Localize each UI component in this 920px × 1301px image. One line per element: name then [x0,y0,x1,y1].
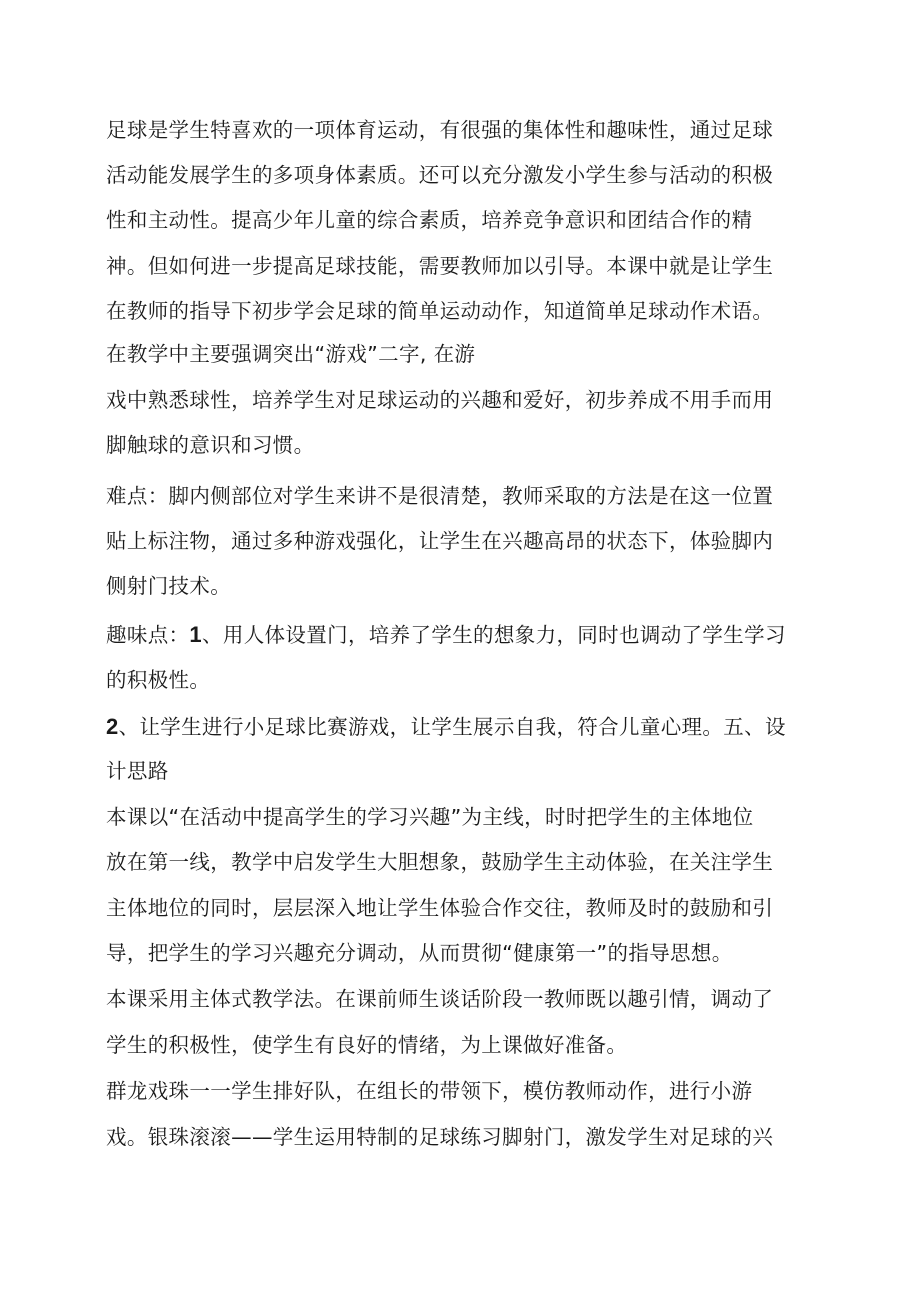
paragraph-line: 脚触球的意识和习惯。 [106,433,315,457]
paragraph-line: 学生的积极性，使学生有良好的情绪，为上课做好准备。 [106,1033,628,1057]
label-text: 趣味点： [106,623,190,647]
paragraph-line: 在教师的指导下初步学会足球的简单运动动作，知道简单足球动作术语。 [106,299,774,323]
list-number: 2 [106,714,119,739]
paragraph-line: 足球是学生特喜欢的一项体育运动，有很强的集体性和趣味性，通过足球 [106,118,774,142]
paragraph-line: 计思路 [106,759,169,783]
paragraph-line [106,712,786,742]
paragraph-line: 的积极性。 [106,668,211,692]
paragraph-line: 导，把学生的学习兴趣充分调动，从而贯彻“健康第一”的指导思想。 [106,941,733,965]
paragraph-line: 贴上标注物，通过多种游戏强化，让学生在兴趣高昂的状态下，体验脚内 [106,529,774,553]
paragraph-line: 群龙戏珠一一学生排好队，在组长的带领下，模仿教师动作，进行小游 [106,1079,753,1103]
paragraph-line: 性和主动性。提高少年儿童的综合素质，培养竞争意识和团结合作的精 [106,208,753,232]
paragraph-line: 活动能发展学生的多项身体素质。还可以充分激发小学生参与活动的积极 [106,163,774,187]
paragraph-line: 戏。银珠滚滚——学生运用特制的足球练习脚射门，激发学生对足球的兴 [106,1125,774,1149]
paragraph-line: 放在第一线，教学中启发学生大胆想象，鼓励学生主动体验，在关注学生 [106,850,774,874]
paragraph-line: 本课以“在活动中提高学生的学习兴趣”为主线，时时把学生的主体地位 [106,805,754,829]
item-text: 、用人体设置门，培养了学生的想象力，同时也调动了学生学习 [202,623,786,647]
paragraph-line: 在教学中主要强调突出“游戏”二字, 在游 [106,342,476,366]
paragraph-line: 戏中熟悉球性，培养学生对足球运动的兴趣和爱好，初步养成不用手而用 [106,388,774,412]
paragraph-line [106,620,786,650]
paragraph-line: 侧射门技术。 [106,574,232,598]
paragraph-line: 本课采用主体式教学法。在课前师生谈话阶段一教师既以趣引情，调动了 [106,987,774,1011]
paragraph-line: 主体地位的同时，层层深入地让学生体验合作交往，教师及时的鼓励和引 [106,896,774,920]
paragraph-line: 难点：脚内侧部位对学生来讲不是很清楚，教师采取的方法是在这一位置 [106,484,774,508]
item-text: 、让学生进行小足球比赛游戏，让学生展示自我，符合儿童心理。五、设 [118,715,786,739]
list-number: 1 [189,622,202,647]
paragraph-line: 神。但如何进一步提高足球技能，需要教师加以引导。本课中就是让学生 [106,254,774,278]
